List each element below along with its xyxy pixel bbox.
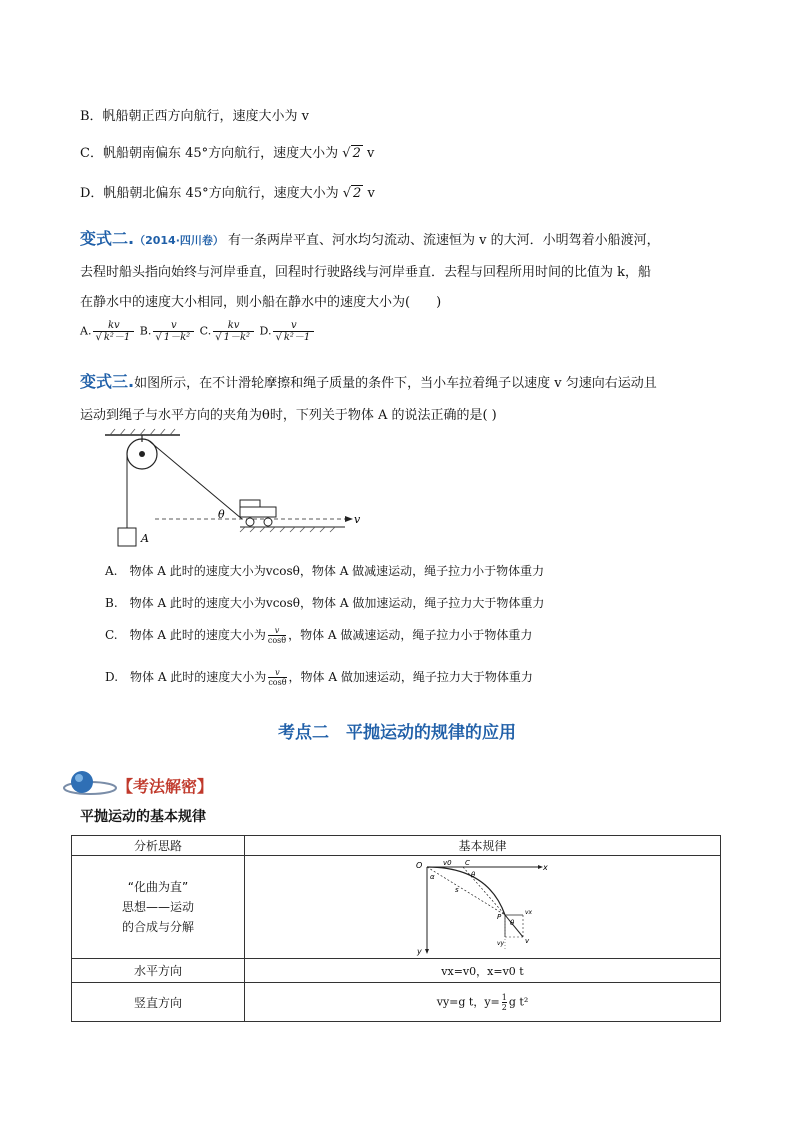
table-header: 分析思路 — [72, 836, 245, 856]
velocity-label: v — [354, 513, 361, 526]
theta-label: θ — [218, 508, 225, 521]
choice-a: A. 物体 A 此时的速度大小为vcosθ，物体 A 做减速运动，绳子拉力小于物体重力 — [105, 564, 545, 578]
section-title: 考点二 平抛运动的规律的应用 — [278, 723, 516, 743]
svg-text:θ: θ — [470, 871, 475, 879]
table-row — [72, 856, 721, 959]
option-b: B．帆船朝正西方向航行，速度大小为 v — [80, 109, 310, 124]
svg-text:v: v — [524, 937, 529, 945]
svg-text:O: O — [415, 861, 422, 870]
table-cell: 水平方向 — [72, 959, 245, 983]
table-cell: 竖直方向 — [72, 983, 245, 1022]
pulley-figure — [100, 428, 370, 553]
svg-text:vx: vx — [524, 909, 532, 916]
table-row — [72, 983, 721, 1022]
rules-table — [71, 835, 721, 1022]
svg-text:P: P — [496, 913, 501, 921]
block-a-label: A — [141, 532, 149, 545]
table-row — [72, 959, 721, 983]
section-badge: 【考法解密】 — [117, 777, 214, 796]
variant2-options: A. $\frac{kv}{\text{√ k²－1}}$ B. $\frac{v}{\text{√ 1－k²}}$ C. $\frac{kv}{\text{√ 1－k²}}$ D. $\frac{v}{\text{√ k²－1}}$ — [80, 320, 316, 343]
svg-text:v0: v0 — [442, 859, 452, 867]
variant3-label: 变式三. — [80, 372, 135, 391]
svg-text:θ: θ — [509, 919, 514, 927]
svg-text:x: x — [542, 863, 548, 872]
choice-c: C. 物体 A 此时的速度大小为 $\frac{v}{\cos\theta}$ ，物体 A 做减速运动，绳子拉力小于物体重力 — [105, 626, 533, 645]
option-c: C．帆船朝南偏东 45°方向航行，速度大小为 √ 2 v — [80, 146, 375, 161]
svg-text:y: y — [416, 947, 422, 956]
table-cell: vx=v0，x=v0 t — [245, 959, 721, 983]
variant2-line1: 变式二.（2014·四川卷） 有一条两岸平直、河水均匀流动、流速恒为 v 的大河．小明驾着小船渡河， — [80, 229, 660, 248]
section-subtitle: 平抛运动的基本规律 — [80, 809, 206, 825]
svg-text:α: α — [429, 873, 435, 881]
svg-text:C: C — [464, 859, 470, 867]
variant2-line3: 在静水中的速度大小相同，则小船在静水中的速度大小为( ) — [80, 295, 442, 310]
table-cell — [245, 856, 721, 959]
table-cell: vy=g t，y= $\frac{1}{2}$ g t² — [245, 983, 721, 1022]
table-cell: “化曲为直” 思想——运动 的合成与分解 — [72, 856, 245, 959]
table-header: 基本规律 — [245, 836, 721, 856]
projectile-diagram — [413, 857, 553, 957]
table-header-row — [72, 836, 721, 856]
svg-text:vy: vy — [496, 940, 504, 947]
variant2-source: （2014·四川卷） — [134, 234, 224, 247]
variant3-line2: 运动到绳子与水平方向的夹角为θ时，下列关于物体 A 的说法正确的是( ) — [80, 408, 497, 423]
block-a — [118, 528, 136, 546]
variant3-line1: 变式三.如图所示，在不计滑轮摩擦和绳子质量的条件下，当小车拉着绳子以速度 v 匀速向右运动且 — [80, 372, 657, 391]
option-d: D．帆船朝北偏东 45°方向航行，速度大小为 √ 2 v — [80, 186, 375, 201]
sqrt-2: 2 — [352, 146, 361, 161]
sqrt-2: 2 — [353, 186, 362, 201]
variant2-label: 变式二. — [80, 229, 135, 248]
variant2-line2: 去程时船头指向始终与河岸垂直，回程时行驶路线与河岸垂直．去程与回程所用时间的比值为 k，船 — [80, 265, 652, 280]
globe-icon — [62, 766, 122, 800]
choice-d: D. 物体 A 此时的速度大小为 $\frac{v}{\cos\theta}$ ，物体 A 做加速运动，绳子拉力大于物体重力 — [105, 668, 533, 687]
svg-text:s: s — [454, 886, 459, 894]
choice-b: B. 物体 A 此时的速度大小为vcosθ，物体 A 做加速运动，绳子拉力大于物体重力 — [105, 596, 545, 610]
